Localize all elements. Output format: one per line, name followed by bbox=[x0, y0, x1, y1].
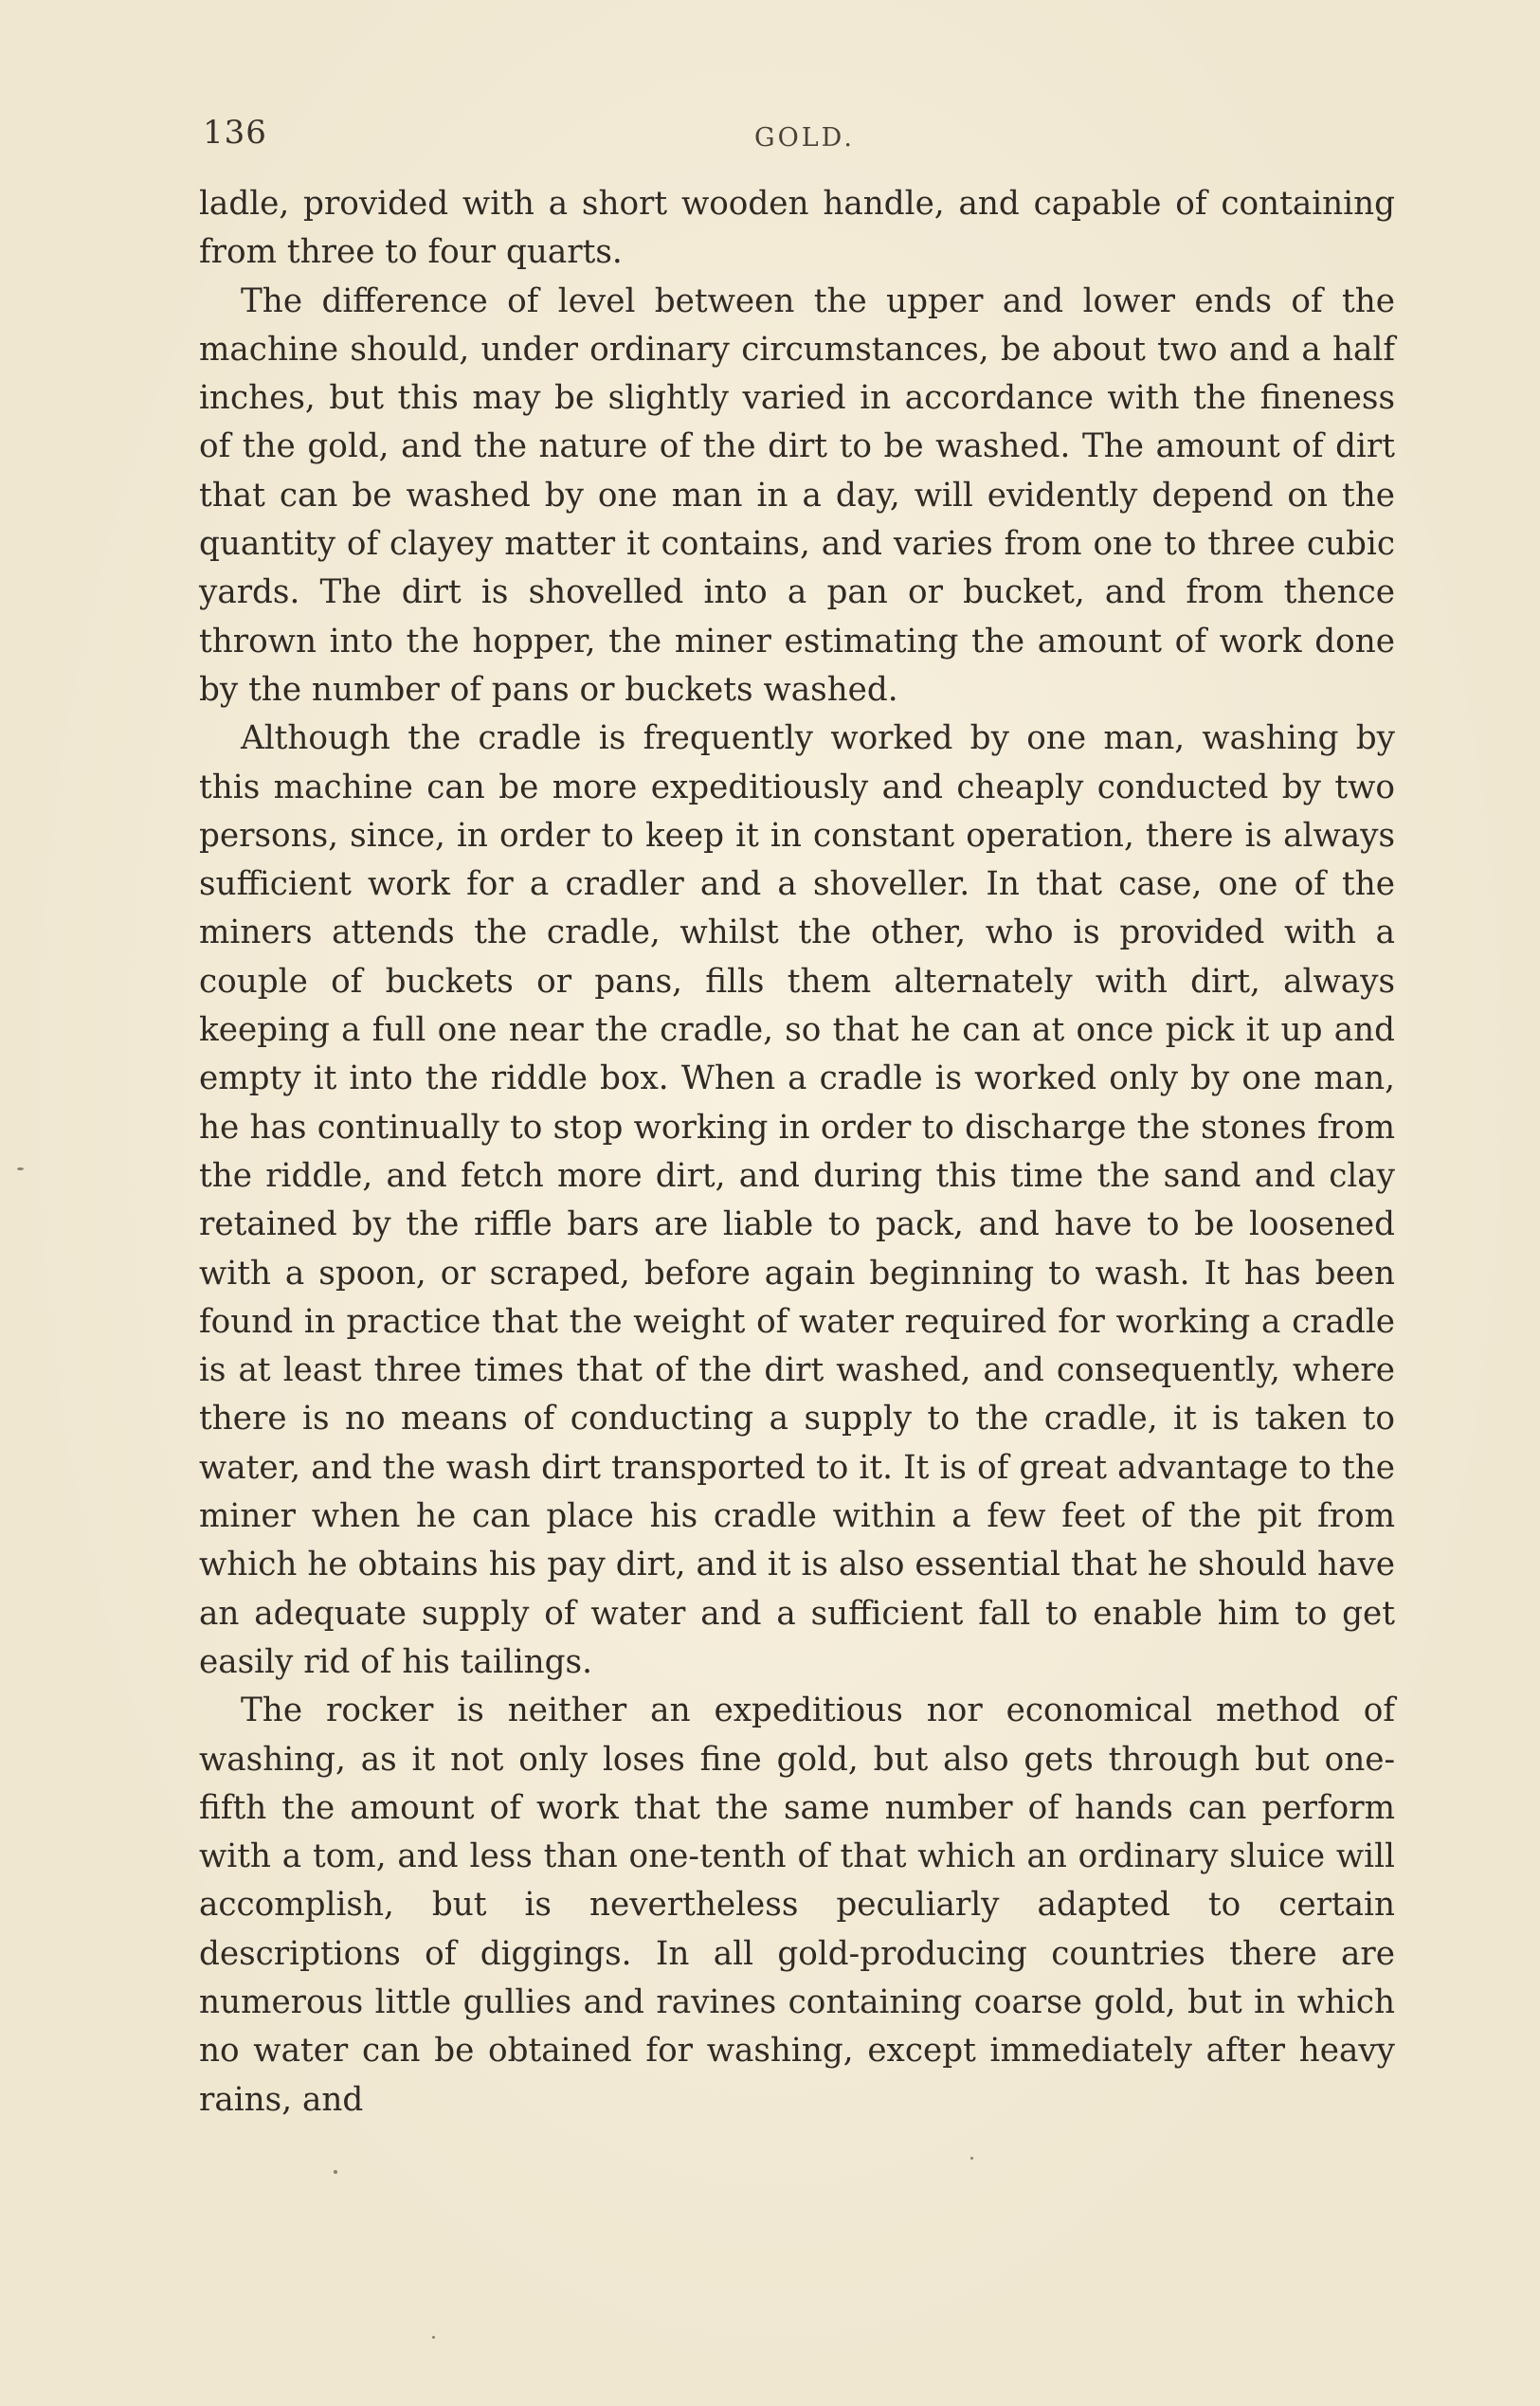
paragraph-cradle-operation: Although the cradle is frequently worked by one man, washing by this machine can be more expeditiously and cheaply conducted by two persons, since, in order to keep it in constant operation, there is always sufficient work for a cradler and a shoveller. In that case, one of the miners attends the cradle, whilst the other, who is provided with a couple of buckets or pans, fills them alternately with dirt, always keeping a full one near the cradle, so that he can at once pick it up and empty it into the riddle box. When a cradle is worked only by one man, he has continually to stop working in order to discharge the stones from the riddle, and fetch more dirt, and during this time the sand and clay retained by the riffle bars are liable to pack, and have to be loosened with a spoon, or scraped, before again beginning to wash. It has been found in practice that the weight of water required for working a cradle is at least three times that of the dirt washed, and consequently, where there is no means of conducting a supply to the cradle, it is taken to water, and the wash dirt transported to it. It is of great advantage to the miner when he can place his cradle within a few feet of the pit from which he obtains his pay dirt, and it is also essential that he should have an adequate supply of water and a sufficient fall to enable him to get easily rid of his tailings. bbox=[199, 719, 1395, 1681]
running-title: GOLD. bbox=[754, 123, 855, 153]
paper-speck bbox=[334, 2170, 337, 2174]
paper-speck bbox=[432, 2336, 435, 2339]
page-number: 136 bbox=[203, 114, 267, 152]
running-head bbox=[199, 106, 1393, 154]
paragraph-continued: ladle, provided with a short wooden handle, and capable of containing from three to four quarts. bbox=[199, 185, 1395, 272]
body-text bbox=[199, 180, 1395, 2125]
paper-speck bbox=[970, 2157, 973, 2160]
paragraph-rocker-method: The rocker is neither an expeditious nor economical method of washing, as it not only loses fine gold, but also gets through but one-fifth the amount of work that the same number of hands can perform with a tom, and less than one-tenth of that which an ordinary sluice will accomplish, but is nevertheless peculiarly adapted to certain descriptions of diggings. In all gold-producing countries there are numerous little gullies and ravines containing coarse gold, but in which no water can be obtained for washing, except immediately after heavy rains, and bbox=[199, 1691, 1395, 2119]
paper-speck bbox=[17, 1167, 24, 1170]
paragraph-machine-level: The difference of level between the upper and lower ends of the machine should, under ordinary circumstances, be about two and a half inches, but this may be slightly varied in accordance with the fineness of the gold, and the nature of the dirt to be washed. The amount of dirt that can be washed by one man in a day, will evidently depend on the quantity of clayey matter it contains, and varies from one to three cubic yards. The dirt is shovelled into a pan or bucket, and from thence thrown into the hopper, the miner estimating the amount of work done by the number of pans or buckets washed. bbox=[199, 281, 1395, 709]
